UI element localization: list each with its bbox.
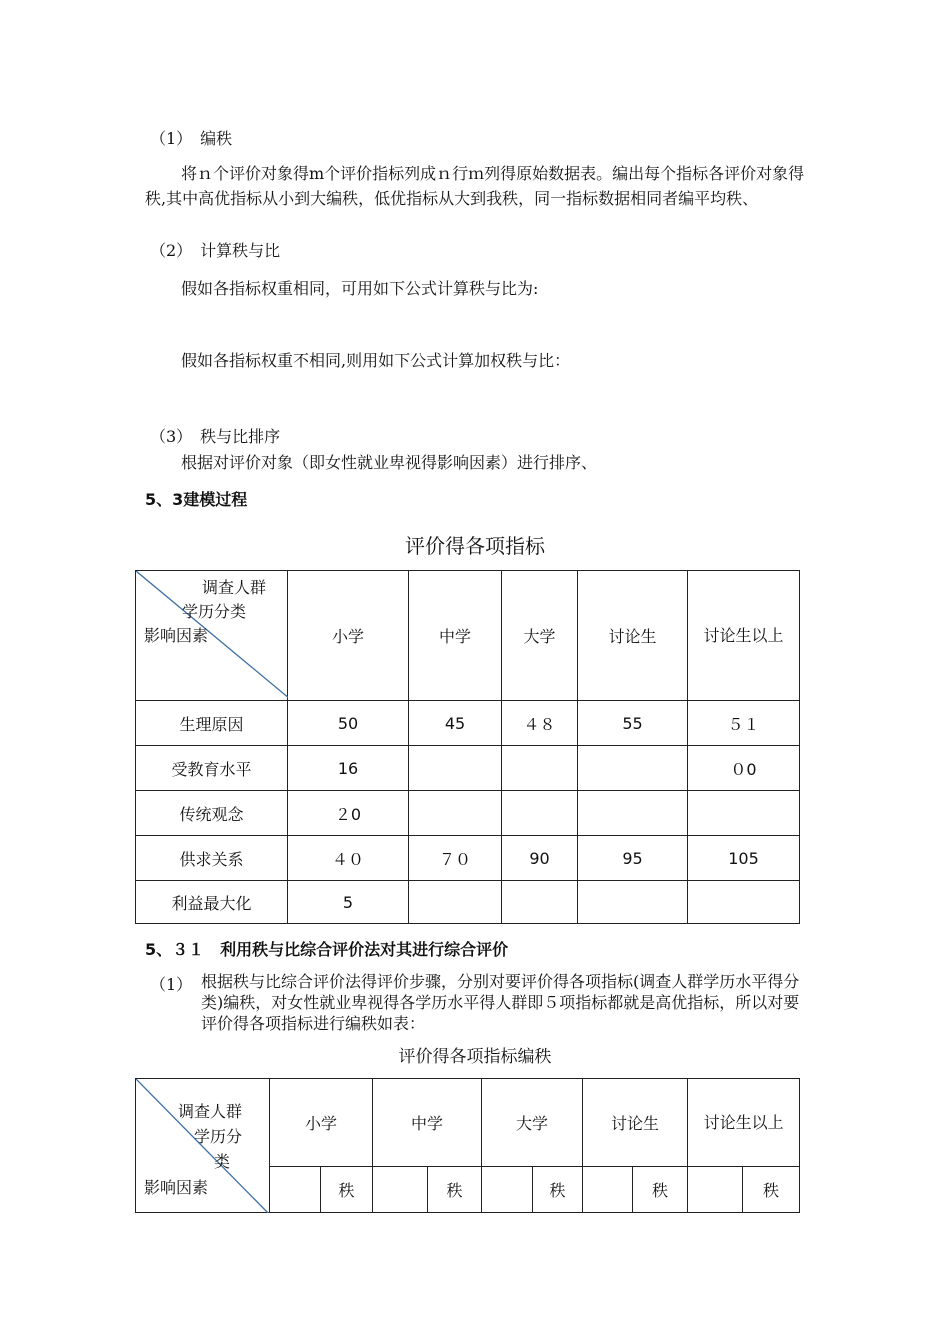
- table1-cell: [502, 881, 578, 924]
- table1-row-label: 生理原因: [136, 701, 288, 746]
- table2-corner-cell: [136, 1079, 270, 1213]
- table2-value-cell: [482, 1167, 533, 1213]
- table1-col-header-text: 讨论生以上: [703, 625, 784, 645]
- table1-corner-top2: 学历分类: [182, 602, 247, 621]
- table1-cell: ７０: [409, 836, 502, 881]
- table1-cell: 95: [578, 836, 688, 881]
- step1-paragraph: 将ｎ个评价对象得m个评价指标列成ｎ行ｍ列得原始数据表。编出每个指标各评价对象得秩,其中高优指标从小到大编秩，低优指标从大到我秩，同一指标数据相同者编平均秩、: [145, 164, 805, 208]
- table1-cell: [409, 881, 502, 924]
- step2-heading: （2） 计算秩与比: [150, 241, 281, 260]
- step3-paragraph: 根据对评价对象（即女性就业卑视得影响因素）进行排序、: [181, 453, 598, 472]
- table1-cell: 16: [288, 746, 409, 791]
- table2-col-header: 中学: [373, 1079, 482, 1167]
- section-heading-5-3: 5、3建模过程: [145, 490, 248, 509]
- step1-heading: （1） 编秩: [150, 129, 233, 148]
- step2-paragraph-equal-weights: 假如各指标权重相同，可用如下公式计算秩与比为:: [181, 279, 539, 298]
- table1-cell: 90: [502, 836, 578, 881]
- table1-cell: [502, 746, 578, 791]
- table2-col-header-text: 讨论生以上: [703, 1112, 784, 1132]
- table2-rank-header: 秩: [533, 1167, 583, 1213]
- item1-paragraph: 根据秩与比综合评价法得评价步骤，分别对要评价得各项指标(调查人群学历水平得分类)编秩，对女性就业卑视得各学历水平得人群即５项指标都就是高优指标，所以对要评价得各项指标进行编秩如表：: [201, 972, 800, 1033]
- table2-corner-top1: 调查人群: [178, 1102, 243, 1121]
- indicator-table: [135, 570, 800, 924]
- table1-row-label: 受教育水平: [136, 746, 288, 791]
- step3-heading: （3） 秩与比排序: [150, 427, 281, 446]
- step2-paragraph-weighted: 假如各指标权重不相同,则用如下公式计算加权秩与比：: [181, 351, 571, 370]
- table2-corner-top2: 学历分: [194, 1127, 243, 1146]
- table2-value-cell: [270, 1167, 321, 1213]
- table1-cell: [578, 881, 688, 924]
- table2-rank-header: 秩: [743, 1167, 800, 1213]
- table2-col-header: [688, 1079, 800, 1167]
- item1-marker: （1）: [150, 975, 193, 994]
- table1-cell: [578, 746, 688, 791]
- table1-col-header: [688, 571, 800, 701]
- table2-rank-header: 秩: [633, 1167, 688, 1213]
- table1-col-header: 中学: [409, 571, 502, 701]
- table1-cell: ０0: [688, 746, 800, 791]
- table1-col-header: 讨论生: [578, 571, 688, 701]
- table1-title: 评价得各项指标: [405, 534, 545, 558]
- table2-col-header: 讨论生: [583, 1079, 688, 1167]
- table1-corner-top1: 调查人群: [202, 578, 267, 597]
- table2-corner-bottom: 影响因素: [144, 1178, 209, 1197]
- table1-cell: [688, 881, 800, 924]
- table1-cell: 45: [409, 701, 502, 746]
- table1-cell: ２0: [288, 791, 409, 836]
- table1-cell: [578, 791, 688, 836]
- section-heading-5-3-1: 5、３１ 利用秩与比综合评价法对其进行综合评价: [145, 940, 509, 959]
- table1-cell: [409, 746, 502, 791]
- table1-cell: 105: [688, 836, 800, 881]
- table1-cell: ４８: [502, 701, 578, 746]
- table1-cell: 50: [288, 701, 409, 746]
- table2-value-cell: [583, 1167, 633, 1213]
- table1-cell: [688, 791, 800, 836]
- table2-rank-header: 秩: [321, 1167, 373, 1213]
- table1-col-header: 大学: [502, 571, 578, 701]
- rank-table: [135, 1078, 800, 1213]
- table1-cell: [502, 791, 578, 836]
- table1-corner-bottom: 影响因素: [144, 626, 209, 645]
- table1-cell: [409, 791, 502, 836]
- table2-corner-top3: 类: [214, 1152, 231, 1171]
- table2-value-cell: [688, 1167, 743, 1213]
- table1-cell: ４０: [288, 836, 409, 881]
- table1-row-label: 供求关系: [136, 836, 288, 881]
- table2-value-cell: [373, 1167, 428, 1213]
- table1-cell: 55: [578, 701, 688, 746]
- table1-cell: 5: [288, 881, 409, 924]
- table1-cell: ５１: [688, 701, 800, 746]
- table2-rank-header: 秩: [428, 1167, 482, 1213]
- table1-col-header: 小学: [288, 571, 409, 701]
- table1-corner-cell: [136, 571, 288, 701]
- table2-col-header: 大学: [482, 1079, 583, 1167]
- table1-row-label: 利益最大化: [136, 881, 288, 924]
- table1-row-label: 传统观念: [136, 791, 288, 836]
- table2-title: 评价得各项指标编秩: [398, 1047, 552, 1067]
- table2-col-header: 小学: [270, 1079, 373, 1167]
